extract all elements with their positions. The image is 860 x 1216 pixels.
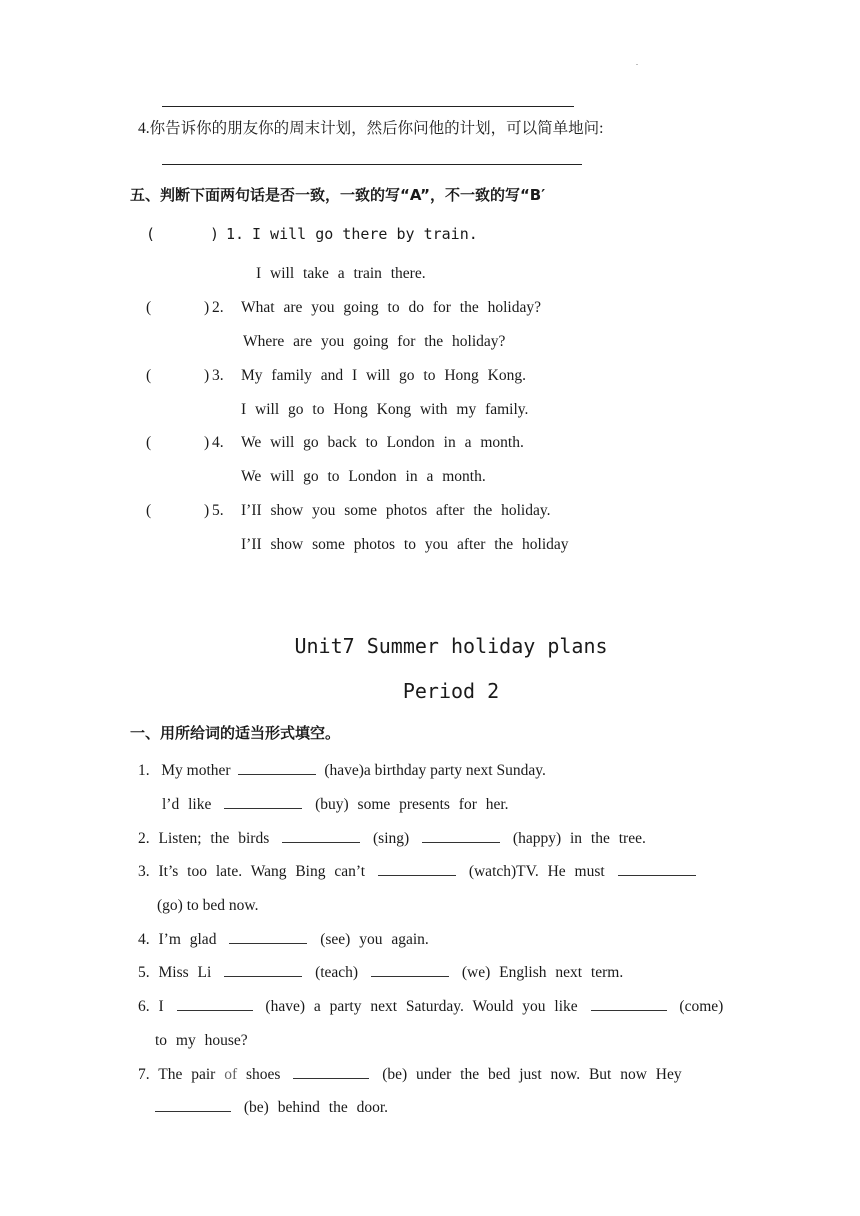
fill-q1-text-2: (have)a birthday party next Sunday. xyxy=(324,762,546,779)
judge-item-1-sentence-a: I will go there by train. xyxy=(252,225,478,243)
fill-q7-text-3: (be) under the bed just now. But now Hey xyxy=(382,1066,682,1083)
fill-q7-text-of: of xyxy=(224,1066,238,1083)
judge-item-5-sentence-b: I’II show some photos to you after the holiday xyxy=(241,536,569,553)
fill-q2-blank-1[interactable] xyxy=(282,841,360,843)
fill-q2-text-1: Listen; the birds xyxy=(158,830,270,847)
judge-item-1-sentence-b: I will take a train there. xyxy=(256,265,426,282)
judge-item-2-open-paren: ( xyxy=(146,299,152,316)
judge-item-5-sentence-a: I’II show you some photos after the holiday. xyxy=(241,502,551,519)
fill-q7-number: 7. xyxy=(138,1066,150,1083)
judge-item-1-close-paren: ) xyxy=(210,225,220,243)
fill-q2-text-2: (sing) xyxy=(373,830,410,847)
fill-q1-text-4: (buy) some presents for her. xyxy=(315,796,509,813)
fill-q5-text-1: Miss Li xyxy=(158,964,212,981)
fill-q6-text-2: (have) a party next Saturday. Would you like xyxy=(265,998,578,1015)
fill-q1-line1 xyxy=(138,762,546,780)
judge-item-3-sentence-b: I will go to Hong Kong with my family. xyxy=(241,401,529,418)
judge-item-5-open-paren: ( xyxy=(146,502,152,519)
judge-item-2-sentence-a: What are you going to do for the holiday? xyxy=(241,299,541,316)
fill-q6-text-1: I xyxy=(158,998,164,1015)
judge-item-4-close-paren: ) xyxy=(204,434,210,451)
fill-q1-number: 1. xyxy=(138,762,150,779)
judge-item-3-open-paren: ( xyxy=(146,367,152,384)
section-1-title: 一、用所给词的适当形式填空。 xyxy=(130,724,341,742)
fill-q2-line1 xyxy=(138,830,646,848)
judge-item-3-number: 3. xyxy=(212,367,224,384)
judge-item-1-open-paren: ( xyxy=(146,225,156,243)
fill-q5-text-3: (we) English next term. xyxy=(461,964,624,981)
fill-q3-number: 3. xyxy=(138,863,150,880)
judge-item-3-close-paren: ) xyxy=(204,367,210,384)
fill-q6-text-4: to my house? xyxy=(155,1032,248,1049)
fill-q7-text-2: shoes xyxy=(245,1066,281,1083)
judge-item-2-close-paren: ) xyxy=(204,299,210,316)
fill-q5-blank-1[interactable] xyxy=(224,975,302,977)
fill-q7-text-4: (be) behind the door. xyxy=(243,1099,389,1116)
page-dot: . xyxy=(636,58,638,67)
unit-title: Unit7 Summer holiday plans xyxy=(294,634,608,658)
fill-q3-blank-1[interactable] xyxy=(378,874,456,876)
judge-item-4-number: 4. xyxy=(212,434,224,451)
fill-q3-text-1: It’s too late. Wang Bing can’t xyxy=(158,863,366,880)
fill-q2-blank-2[interactable] xyxy=(422,841,500,843)
fill-q2-number: 2. xyxy=(138,830,150,847)
fill-q4-text-2: (see) you again. xyxy=(320,931,429,948)
fill-q7-text-1: The pair xyxy=(158,1066,216,1083)
judge-item-5-number: 5. xyxy=(212,502,224,519)
judge-item-2-sentence-b: Where are you going for the holiday? xyxy=(243,333,506,350)
judge-item-3-sentence-a: My family and I will go to Hong Kong. xyxy=(241,367,526,384)
fill-q6-blank-2[interactable] xyxy=(591,1009,667,1011)
question-4 xyxy=(138,116,603,138)
fill-q3-line1 xyxy=(138,863,700,881)
fill-q5-line1 xyxy=(138,964,623,982)
fill-q6-line1 xyxy=(138,998,723,1016)
fill-q4-blank-1[interactable] xyxy=(229,942,307,944)
judge-item-5-close-paren: ) xyxy=(204,502,210,519)
fill-q3-text-3: (go) to bed now. xyxy=(157,897,259,914)
period-title: Period 2 xyxy=(402,679,500,703)
fill-q1-text-3: l’d like xyxy=(162,796,212,813)
fill-q1-blank-1[interactable] xyxy=(238,773,316,775)
judge-item-4-open-paren: ( xyxy=(146,434,152,451)
question-4-number: 4. xyxy=(138,120,150,137)
fill-q4-text-1: I’m glad xyxy=(158,931,217,948)
fill-q7-blank-1[interactable] xyxy=(293,1077,369,1079)
fill-q4-number: 4. xyxy=(138,931,150,948)
judge-item-2-number: 2. xyxy=(212,299,224,316)
fill-q7-blank-2[interactable] xyxy=(155,1110,231,1112)
fill-q5-blank-2[interactable] xyxy=(371,975,449,977)
fill-q3-text-2: (watch)TV. He must xyxy=(468,863,605,880)
fill-q4-line1 xyxy=(138,931,429,949)
fill-q3-blank-2[interactable] xyxy=(618,874,696,876)
fill-q1-blank-2[interactable] xyxy=(224,807,302,809)
answer-line-q4[interactable] xyxy=(162,164,582,165)
fill-q1-text-1: My mother xyxy=(161,762,231,779)
fill-q6-number: 6. xyxy=(138,998,150,1015)
answer-line-q3[interactable] xyxy=(162,106,574,107)
fill-q2-text-3: (happy) in the tree. xyxy=(512,830,646,847)
fill-q7-line1 xyxy=(138,1066,682,1084)
fill-q7-line2 xyxy=(155,1099,388,1117)
fill-q6-blank-1[interactable] xyxy=(177,1009,253,1011)
judge-item-4-sentence-b: We will go to London in a month. xyxy=(241,468,486,485)
fill-q1-line2 xyxy=(162,796,509,814)
judge-item-4-sentence-a: We will go back to London in a month. xyxy=(241,434,524,451)
fill-q6-text-3: (come) xyxy=(679,998,724,1015)
question-4-text: 你告诉你的朋友你的周末计划，然后你问他的计划，可以简单地问: xyxy=(149,120,604,137)
fill-q5-text-2: (teach) xyxy=(315,964,359,981)
fill-q5-number: 5. xyxy=(138,964,150,981)
judge-item-1-number: 1. xyxy=(226,225,245,243)
section-5-title: 五、判断下面两句话是否一致，一致的写“A”，不一致的写“B′ xyxy=(130,186,546,204)
